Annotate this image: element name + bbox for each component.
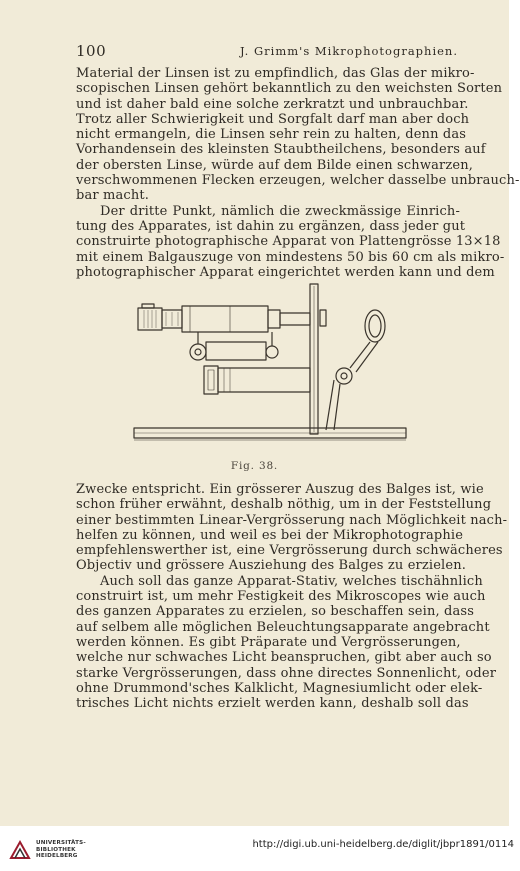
text-line: photographischer Apparat eingerichtet werden kann und dem [76,264,495,280]
figure-38-microphotography-apparatus [120,280,420,460]
text-line: empfehlenswerther ist, eine Vergrösserung durch schwächeres [76,543,503,559]
text-line: Vorhandensein des kleinsten Staubtheilchens, besonders auf [76,142,486,158]
text-line: starke Vergrösserungen, dass ohne directes Sonnenlicht, oder [76,665,497,681]
text-line: Zwecke entspricht. Ein grösserer Auszug des Balges ist, wie [76,482,484,497]
paragraph-bottom [76,482,508,712]
library-name-line: HEIDELBERG [36,853,78,859]
text-line: Der dritte Punkt, nämlich die zweckmässige Einrich- [100,203,460,219]
library-name [36,840,86,860]
text-line: werden können. Es gibt Präparate und Vergrösserungen, [76,634,461,650]
text-line: welche nur schwaches Licht beanspruchen, gibt aber auch so [76,650,492,666]
text-line: Trotz aller Schwierigkeit und Sorgfalt darf man aber doch [76,111,470,127]
text-line: und ist daher bald eine solche zerkratzt und unbrauchbar. [76,96,469,112]
text-line: construirte photographische Apparat von Plattengrösse 13×18 [76,234,501,250]
text-line: auf selbem alle möglichen Beleuchtungsapparate angebracht [76,619,490,635]
text-line: bar macht. [76,188,150,204]
page-number: 100 [76,42,107,60]
figure-caption: Fig. 38. [230,460,279,472]
text-line: des ganzen Apparates zu erzielen, so beschaffen sein, dass [76,604,475,620]
text-line: helfen zu können, und weil es bei der Mikrophotographie [76,527,464,543]
library-name-line: UNIVERSITÄTS- [36,840,86,846]
text-line: nicht ermangeln, die Linsen sehr rein zu halten, denn das [76,127,467,143]
running-title: J. Grimm's Mikrophotographien. [239,44,458,58]
permalink-url[interactable]: http://digi.ub.uni-heidelberg.de/diglit/jbpr1891/0114 [252,839,514,850]
text-line: der obersten Linse, würde auf dem Bilde einen schwarzen, [76,157,474,173]
text-line: construirt ist, um mehr Festigkeit des Mikroscopes wie auch [76,589,486,605]
text-line: trisches Licht nichts erzielt werden kann, deshalb soll das [76,696,469,712]
paragraph-top [76,66,520,280]
text-line: Objectiv und grössere Ausziehung des Balges zu erzielen. [76,558,467,574]
text-line: Material der Linsen ist zu empfindlich, das Glas der mikro- [76,66,475,81]
running-header [76,42,460,58]
text-line: mit einem Balgauszuge von mindestens 50 bis 60 cm als mikro- [76,249,505,265]
text-line: einer bestimmten Linear-Vergrösserung nach Möglichkeit nach- [76,512,508,528]
text-line: schon früher erwähnt, deshalb nöthig, um in der Feststellung [76,497,492,513]
library-name-line: BIBLIOTHEK [36,846,76,853]
university-library-logo-icon [8,838,32,862]
text-line: Auch soll das ganze Apparat-Stativ, welches tischähnlich [100,573,483,589]
text-line: tung des Apparates, ist dahin zu ergänzen, dass jeder gut [76,218,466,234]
text-line: verschwommenen Flecken erzeugen, welcher dasselbe unbrauch- [76,173,520,189]
text-line: ohne Drummond'sches Kalklicht, Magnesiumlicht oder elek- [76,680,483,696]
text-line: scopischen Linsen gehört bekanntlich zu den weichsten Sorten [76,81,503,97]
